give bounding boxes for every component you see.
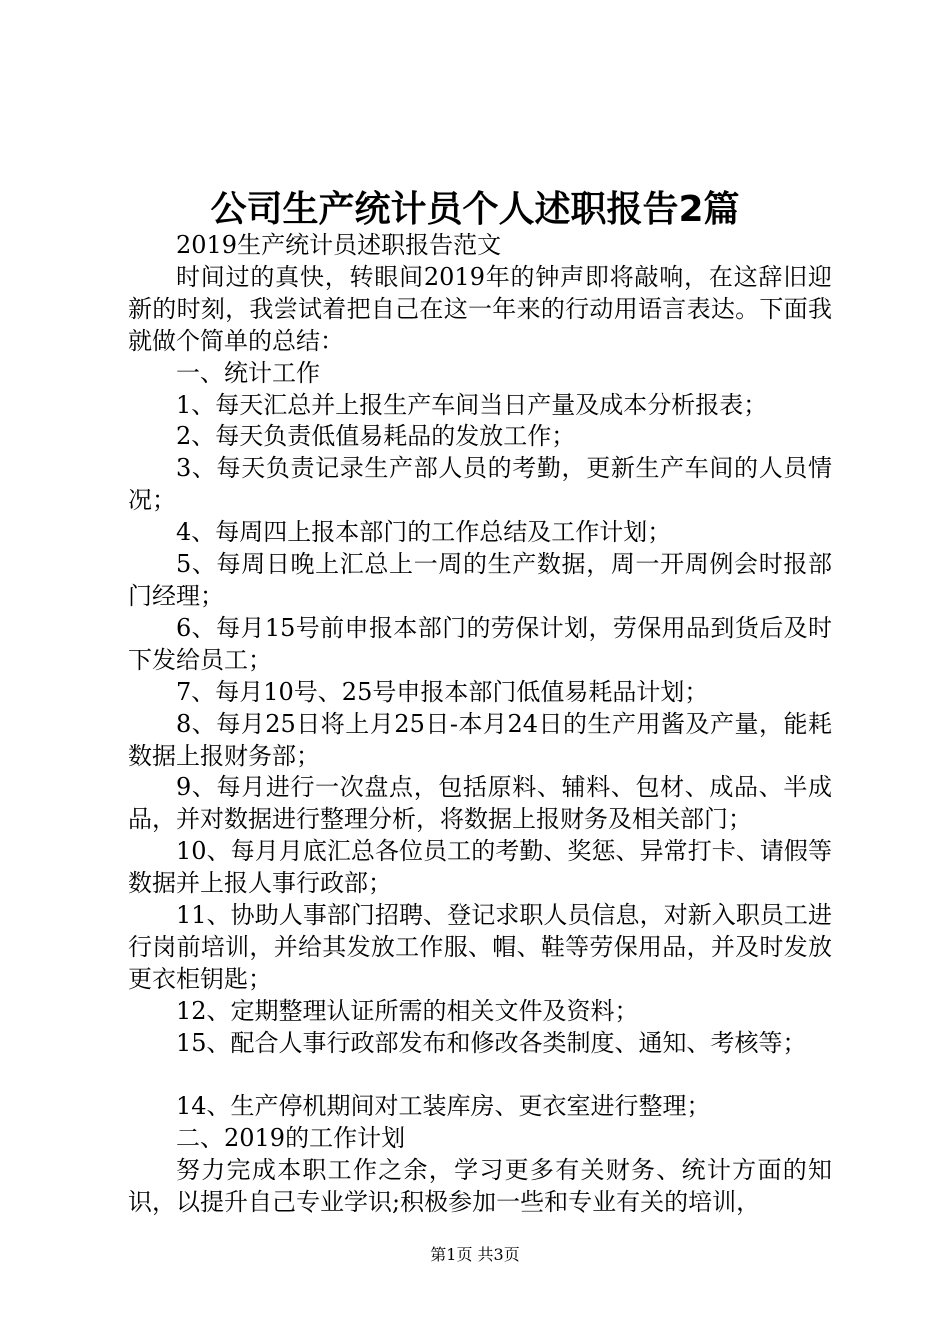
- list-item: 15、配合人事行政部发布和修改各类制度、通知、考核等；: [176, 1028, 807, 1057]
- document-body: [128, 230, 832, 1219]
- list-item: 2、每天负责低值易耗品的发放工作；: [176, 422, 576, 451]
- paragraph-intro: 时间过的真快，转眼间2019年的钟声即将敲响，在这辞旧迎新的时刻，我尝试着把自己在这一年来的行动用语言表达。下面我就做个简单的总结：: [128, 262, 832, 355]
- list-item: 7、每月10号、25号申报本部门低值易耗品计划；: [176, 677, 709, 706]
- blank-line: [128, 1060, 832, 1092]
- list-item: 6、每月15号前申报本部门的劳保计划，劳保用品到货后及时下发给员工；: [128, 613, 832, 674]
- paragraph-subtitle: 2019生产统计员述职报告范文: [176, 231, 502, 259]
- page-footer: 第1页 共3页: [430, 1245, 520, 1264]
- list-item: 14、生产停机期间对工装库房、更衣室进行整理；: [176, 1092, 711, 1121]
- list-item: 1、每天汇总并上报生产车间当日产量及成本分析报表；: [176, 390, 768, 419]
- list-item: 10、每月月底汇总各位员工的考勤、奖惩、异常打卡、请假等数据并上报人事行政部；: [128, 837, 832, 898]
- paragraph-plan: 努力完成本职工作之余，学习更多有关财务、统计方面的知识，以提升自己专业学识;积极参加一些和专业有关的培训，: [128, 1156, 832, 1217]
- list-item: 4、每周四上报本部门的工作总结及工作计划；: [176, 518, 672, 547]
- section-heading-statistics: 一、统计工作: [176, 358, 320, 387]
- list-item: 5、每周日晚上汇总上一周的生产数据，周一开周例会时报部门经理；: [128, 550, 832, 610]
- document-title: 公司生产统计员个人述职报告2篇: [210, 189, 740, 230]
- list-item: 12、定期整理认证所需的相关文件及资料；: [176, 996, 639, 1025]
- list-item: 11、协助人事部门招聘、登记求职人员信息，对新入职员工进行岗前培训，并给其发放工作服、帽、鞋等劳保用品，并及时发放更衣柜钥匙；: [128, 901, 832, 993]
- list-item: 3、每天负责记录生产部人员的考勤，更新生产车间的人员情况；: [128, 454, 832, 515]
- list-item: 8、每月25日将上月25日-本月24日的生产用酱及产量，能耗数据上报财务部；: [128, 709, 832, 770]
- list-item: 9、每月进行一次盘点，包括原料、辅料、包材、成品、半成品，并对数据进行整理分析，将数据上报财务及相关部门；: [128, 773, 832, 834]
- section-heading-plan: 二、2019的工作计划: [176, 1124, 406, 1153]
